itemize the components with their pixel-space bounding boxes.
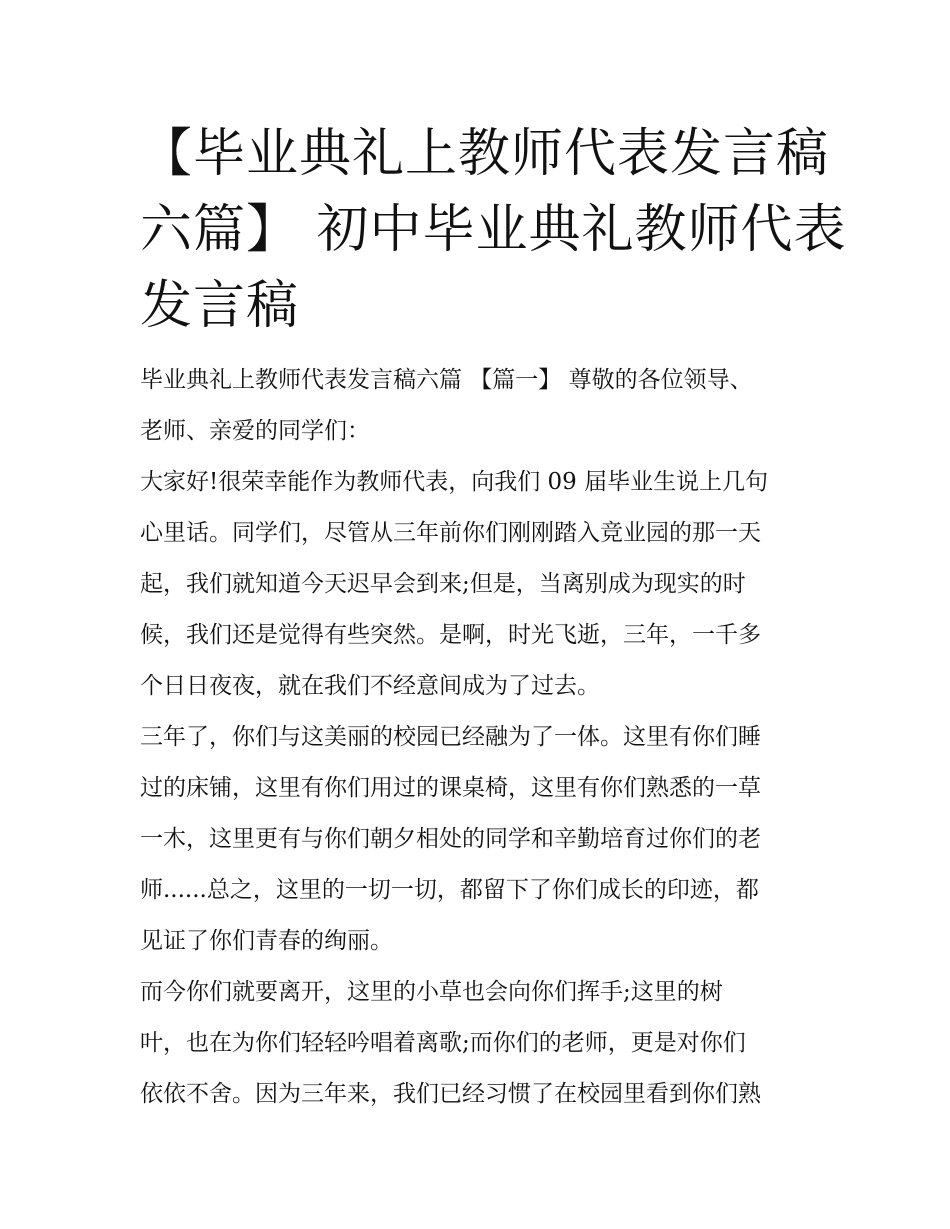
text-line: 大家好!很荣幸能作为教师代表，向我们 09 届毕业生说上几句 xyxy=(140,469,769,495)
text-line: 叶，也在为你们轻轻吟唱着离歌;而你们的老师，更是对你们 xyxy=(140,1030,746,1056)
text-line: 过的床铺，这里有你们用过的课桌椅，这里有你们熟悉的一草 xyxy=(140,775,761,801)
text-line: 依依不舍。因为三年来，我们已经习惯了在校园里看到你们熟 xyxy=(140,1081,761,1107)
text-line: 见证了你们青春的绚丽。 xyxy=(140,928,393,954)
title-line-2: 六篇】 初中毕业典礼教师代表 xyxy=(140,200,847,260)
document-title xyxy=(140,116,847,344)
text-line: 候，我们还是觉得有些突然。是啊，时光飞逝，三年，一千多 xyxy=(140,622,761,648)
title-line-1: 【毕业典礼上教师代表发言稿 xyxy=(140,124,830,184)
document-body xyxy=(140,355,830,1120)
text-line: 师......总之，这里的一切一切，都留下了你们成长的印迹，都 xyxy=(140,877,759,903)
paragraph-greeting xyxy=(140,457,830,712)
paragraph-salutation xyxy=(140,355,830,457)
paragraph-farewell xyxy=(140,967,830,1120)
text-line: 老师、亲爱的同学们： xyxy=(140,418,370,444)
text-line: 三年了，你们与这美丽的校园已经融为了一体。这里有你们睡 xyxy=(140,724,761,750)
text-line: 心里话。同学们，尽管从三年前你们刚刚踏入竞业园的那一天 xyxy=(140,520,761,546)
text-line: 个日日夜夜，就在我们不经意间成为了过去。 xyxy=(140,673,600,699)
text-line: 一木，这里更有与你们朝夕相处的同学和辛勤培育过你们的老 xyxy=(140,826,761,852)
text-line: 而今你们就要离开，这里的小草也会向你们挥手;这里的树 xyxy=(140,979,723,1005)
title-line-3: 发言稿 xyxy=(140,276,300,336)
paragraph-campus xyxy=(140,712,830,967)
text-line: 毕业典礼上教师代表发言稿六篇 【篇一】 尊敬的各位领导、 xyxy=(140,367,753,393)
text-line: 起，我们就知道今天迟早会到来;但是，当离别成为现实的时 xyxy=(140,571,746,597)
